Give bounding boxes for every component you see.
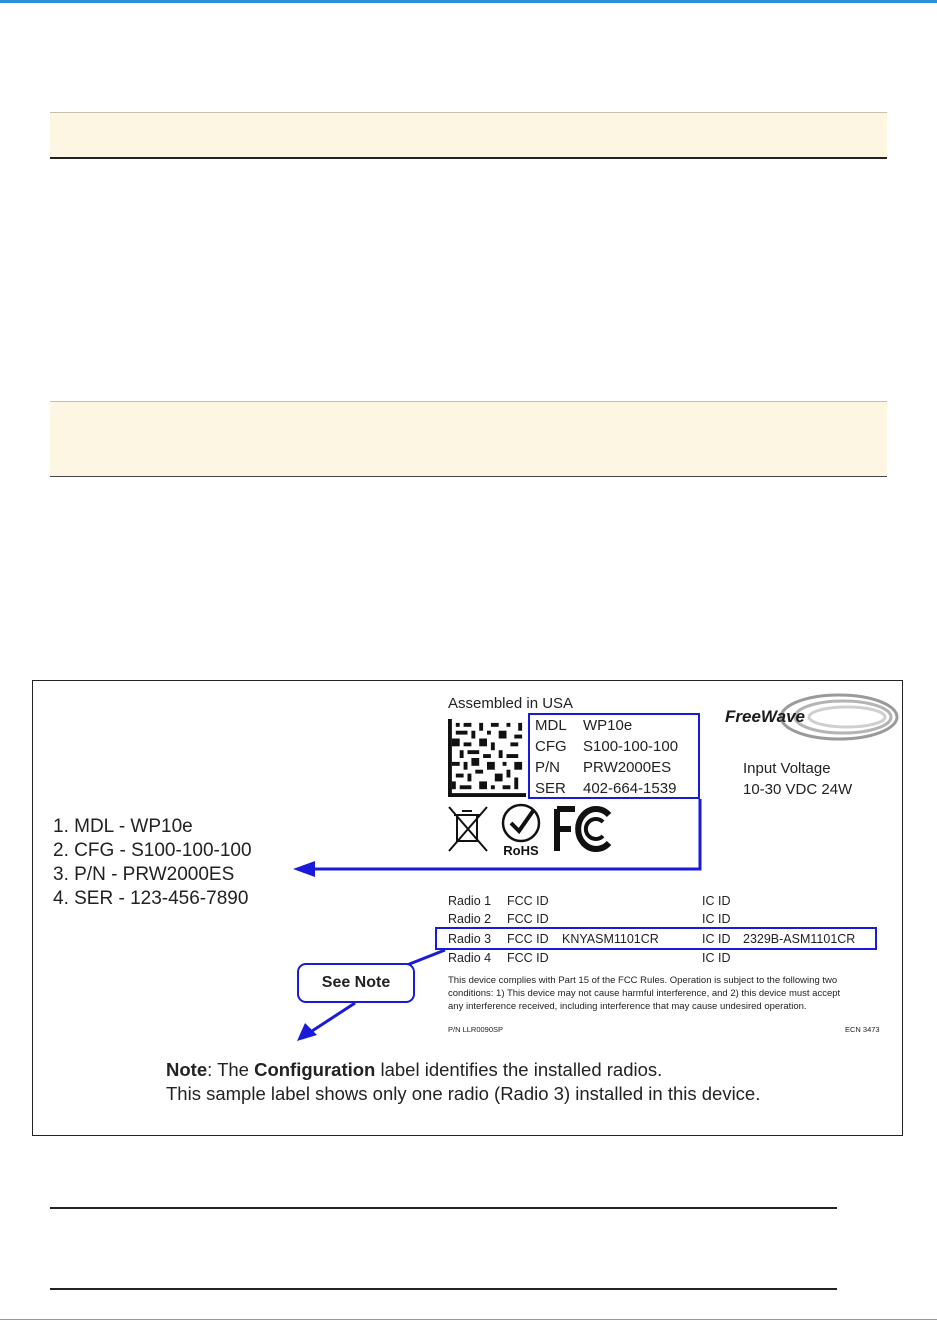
table-rule-top: [50, 1207, 837, 1209]
label-part-number: P/N LLR0090SP: [448, 1025, 504, 1034]
note-configuration: Configuration: [254, 1059, 376, 1080]
ser-key: SER: [535, 780, 566, 797]
note-line-2: This sample label shows only one radio (Radio 3) installed in this device.: [166, 1083, 761, 1104]
assembled-in-usa: Assembled in USA: [448, 695, 574, 712]
arrow-down-left-icon: [297, 1023, 317, 1041]
cfg-value: S100-100-100: [583, 738, 679, 755]
radio4-fcc-label: FCC ID: [507, 951, 549, 965]
radio2-name: Radio 2: [448, 912, 492, 926]
radio3-ic-label: IC ID: [702, 932, 731, 946]
radio1-fcc-label: FCC ID: [507, 894, 549, 908]
radio4-ic-label: IC ID: [702, 951, 731, 965]
note-band-middle: [50, 401, 887, 477]
compliance-line-2: conditions: 1) This device may not cause harmful interference, and 2) this device must accept: [448, 988, 841, 999]
radio4-name: Radio 4: [448, 951, 492, 965]
note-band-top: [50, 112, 887, 159]
radio1-ic-label: IC ID: [702, 894, 731, 908]
radio2-fcc-label: FCC ID: [507, 912, 549, 926]
header-rule: [0, 0, 937, 3]
note-text-b: label identifies the installed radios.: [375, 1059, 663, 1080]
compliance-line-1: This device complies with Part 15 of the FCC Rules. Operation is subject to the following two: [448, 975, 838, 986]
mdl-value: WP10e: [583, 717, 633, 734]
configuration-label-figure: [32, 680, 903, 1136]
compliance-line-3: any interference received, including interference that may cause undesired operation.: [448, 1001, 807, 1012]
see-note-callout: [297, 963, 415, 1003]
mdl-key: MDL: [535, 717, 567, 734]
note-label: Note: [166, 1059, 208, 1080]
table-rule-bottom: [50, 1288, 837, 1290]
rohs-text: RoHS: [503, 843, 539, 857]
callout-item-cfg: 2. CFG - S100-100-100: [53, 840, 252, 861]
callout-item-mdl: 1. MDL - WP10e: [53, 816, 193, 837]
note-text-a: : The: [207, 1059, 255, 1080]
arrow-left-icon: [293, 861, 315, 877]
callout-item-pn: 3. P/N - PRW2000ES: [53, 864, 235, 885]
radio3-name: Radio 3: [448, 932, 492, 946]
callout-item-ser: 4. SER - 123-456-7890: [53, 888, 249, 909]
radio3-fcc-label: FCC ID: [507, 932, 549, 946]
ecn-number: ECN 3473: [845, 1025, 880, 1034]
pn-value: PRW2000ES: [583, 759, 672, 776]
cfg-key: CFG: [535, 738, 567, 755]
note-line-1: [166, 1059, 662, 1081]
radio2-ic-label: IC ID: [702, 912, 731, 926]
brand-text: FreeWave: [725, 707, 806, 726]
footer-rule: [0, 1319, 937, 1320]
radio1-name: Radio 1: [448, 894, 492, 908]
ser-value: 402-664-1539: [583, 780, 677, 797]
input-voltage-value: 10-30 VDC 24W: [743, 781, 853, 798]
see-note-text: See Note: [321, 974, 391, 991]
input-voltage-label: Input Voltage: [743, 760, 831, 777]
pn-key: P/N: [535, 759, 561, 776]
radio3-fcc-value: KNYASM1101CR: [562, 932, 659, 946]
radio3-ic-value: 2329B-ASM1101CR: [743, 932, 856, 946]
